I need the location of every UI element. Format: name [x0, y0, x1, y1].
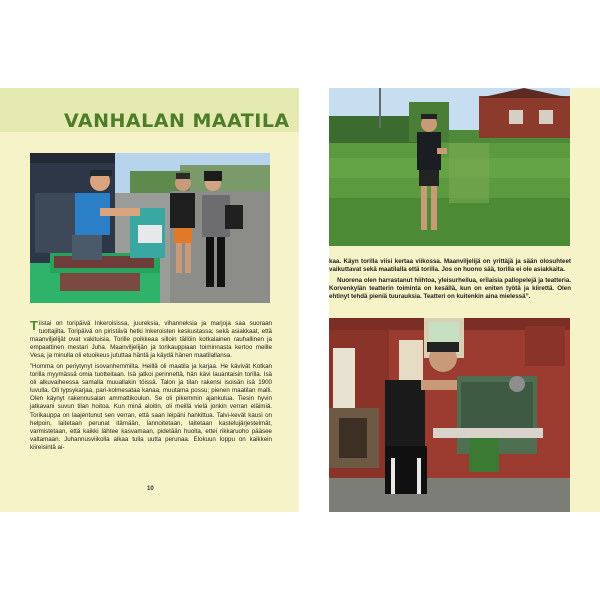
- paragraph-hobbies: Nuorena olen harrastanut hiihtoa, yleisurheilua, erilaisia pallopelejä ja teatteria. Korvenkylän teatterin toiminta on kesällä, kun on eniten työtä ja kiirettä. Olen ehtinyt tehdä pieniä tuurauksia. Teatteri on kuitenkin aina mielessä”.: [329, 276, 571, 300]
- right-article-column: [329, 258, 571, 303]
- paragraph-market-days: kaa. Käyn torilla viisi kertaa viikossa. Maanviljelijä on yrittäjä ja sään olosuhteet vaikuttavat sekä maatilalla että torilla. Jos on huono sää, torilla ei ole asiakkaita.: [329, 258, 571, 274]
- magazine-spread: [0, 88, 600, 512]
- right-page: [329, 88, 600, 512]
- field-photo: [329, 88, 570, 246]
- page-title: VANHALAN MAATILA: [64, 110, 290, 132]
- left-article-column: [30, 320, 272, 455]
- drop-cap: T: [30, 318, 38, 333]
- paragraph-interview: ”Homma on periytynyt isovanhemmilta. Heillä oli maatila ja karjaa. He kävivät Kotkan torilla myymässä omia tuotteitaan. Isä jatkoi perinnettä, hän kävi lauantaisin torilla. Isä oli alkuvaiheessa samalla muuallakin töissä. Talon ja tilan rakensi isoisän isä 1900 luvulla. Oli lypsykarjaa, pari-kolmesataa kanaa, muutama possu; pienen maatilan malli. Olen käynyt rakennusalan ammattikoulun. Se oli pikemmin ajankulua. Tiesin hyvin jatkavani suvun tilan hoitoa. Kun minä aloitin, oli meillä vielä jonkin verran eläimiä. Torikauppa on laajentunut sen verran, että saan leipäni hankittua. Talvi-kevät kausi on helpoin, laitetaan perunat itämään, lannoitetaan, laitetaan kastelujärjestelmät, varmistetaan, että kaikki lähtee kasvamaan, pidetään huolta, ettei rikkaruoho pääsee valtamaan. Juhannusviikolla alkaa tulla uutta perunaa. Elokuun loppu on kaikkein kiireisintä ai-: [30, 362, 272, 451]
- workshop-photo: [329, 318, 570, 512]
- page-number: 10: [147, 486, 154, 492]
- market-stall-photo: [30, 153, 270, 303]
- left-page: [0, 88, 299, 512]
- paragraph-intro-text: iistai on toripäivä Inkeroisissa, juureksia, vihanneksia ja marjoja saa suoraan tuottajilta. Toripäivä on piristävä hetki Inkeroisten keskustassa; sekä asiakkaat, että maanviljelijät ovat vakituisia. Torille poikkeaa silloin tällöin kotkalainen rauhallinen ja empaattinen mestari Juha. Maanviljelijän ja torikauppiaan toiminnasta kertoo meille Vesa, ja minulla oli etuoikeus jututtaa häntä ja käydä hänen maatilallansa.: [30, 320, 272, 360]
- paragraph-intro: [30, 320, 272, 360]
